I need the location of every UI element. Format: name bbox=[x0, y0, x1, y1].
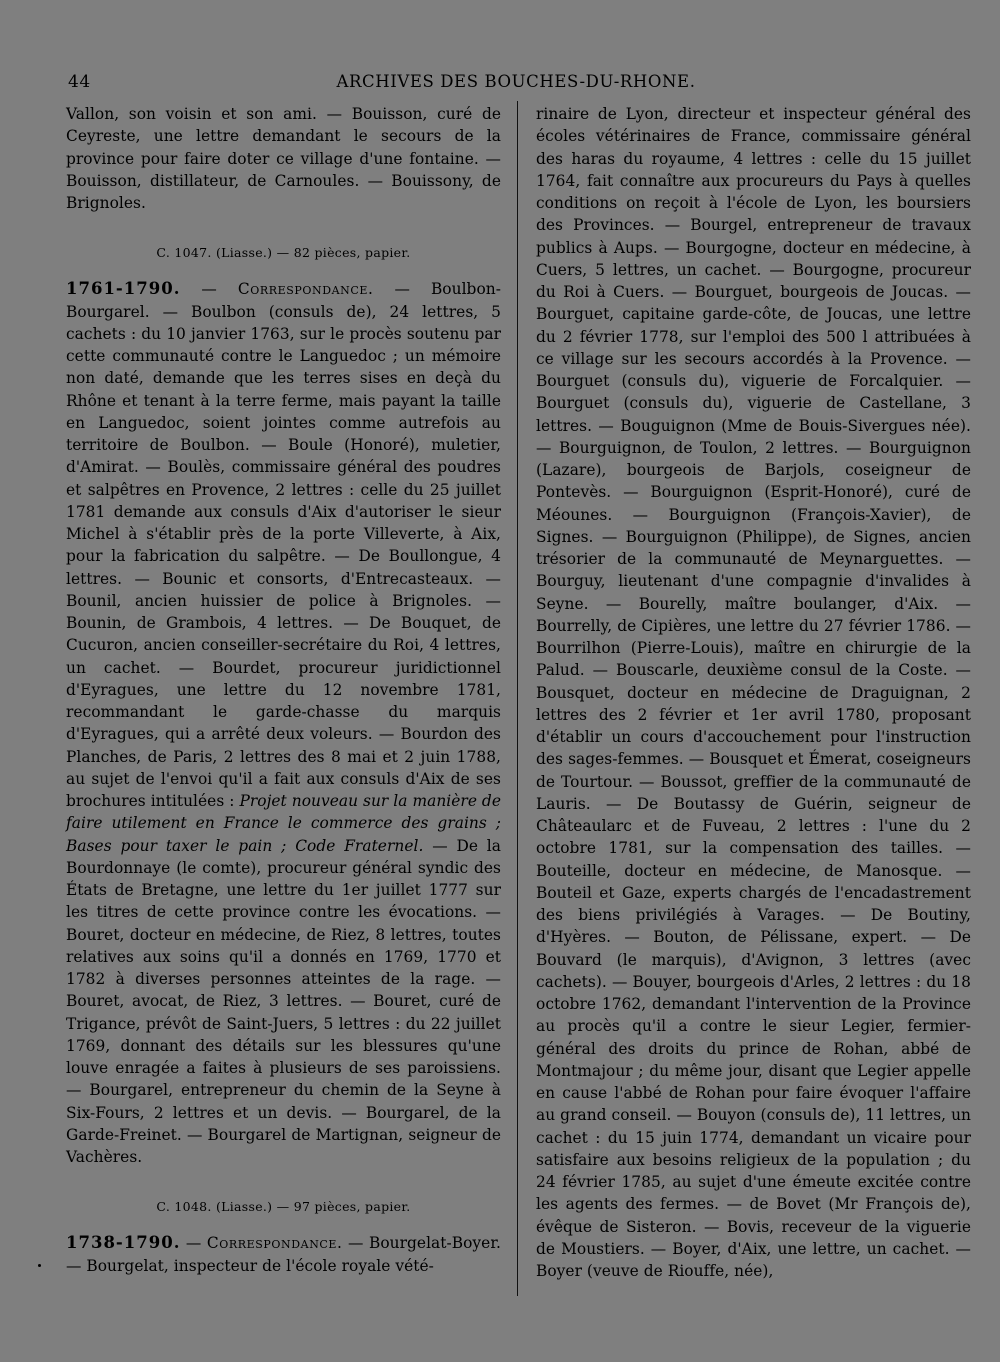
right-paragraph-1: rinaire de Lyon, directeur et inspecteur général des écoles vétérinaires de France, commissaire général des haras du royaume, 4 lettres : celle du 15 juillet 1764, fait connaître aux procureurs du Pays à quelles conditions on reçoit à l'école de Lyon, les boursiers des Provinces. — Bourgel, entrepreneur de travaux publics à Aups. — Bourgogne, docteur en médecine, à Cuers, 5 lettres, un cachet. — Bourgogne, procureur du Roi à Cuers. — Bourguet, bourgeois de Joucas. — Bourguet, capitaine garde-côte, de Joucas, une lettre du 2 février 1778, sur l'emploi des 500 l attribuées à ce village sur les secours accordés à la Provence. — Bourguet (consuls du), viguerie de Forcalquier. — Bourguet (consuls du), viguerie de Castellane, 3 lettres. — Bouguignon (Mme de Bouis-Sivergues née). — Bourguignon, de Toulon, 2 lettres. — Bourguignon (Lazare), bourgeois de Barjols, coseigneur de Pontevès. — Bourguignon (Esprit-Honoré), curé de Méounes. — Bourguignon (François-Xavier), de Signes. — Bourguignon (Philippe), de Signes, ancien trésorier de la communauté de Meynarguettes. — Bourguy, lieutenant d'une compagnie d'invalides à Seyne. — Bourelly, maître boulanger, d'Aix. — Bourrelly, de Cipières, une lettre du 27 février 1786. — Bourrilhon (Pierre-Louis), maître en chirurgie de la Palud. — Bouscarle, deuxième consul de la Coste. — Bousquet, docteur en médecine de Draguignan, 2 lettres des 2 février et 1er avril 1780, proposant d'établir un cours d'accouchement pour l'instruction des sages-femmes. — Bousquet et Émerat, coseigneurs de Tourtour. — Boussot, greffier de la communauté de Lauris. — De Boutassy de Guérin, seigneur de Châteaularc et de Fuveau, 2 lettres : l'une du 2 octobre 1781, sur la compensation des tailles. — Bouteille, docteur en médecine, de Manosque. — Bouteil et Gaze, experts chargés de l'encadastrement des biens privilégiés à Varages. — De Boutiny, d'Hyères. — Bouton, de Pélissane, expert. — De Bouvard (le marquis), d'Avignon, 3 lettres (avec cachets). — Bouyer, bourgeois d'Arles, 2 lettres : du 18 octobre 1762, demandant l'intervention de la Province au procès qu'il a contre le sieur Legier, fermier-général des droits du prince de Rohan, abbé de Montmajour ; du même jour, disant que Legier appelle en cause l'abbé de Rohan pour faire évoquer l'affaire au grand conseil. — Bouyon (consuls de), 11 lettres, un cachet : du 15 juin 1774, demandant un vicaire pour satisfaire aux besoins religieux de la population ; du 24 février 1785, au sujet d'une émeute excitée contre les agents des fermes. — de Bovet (Mr François de), évêque de Sisteron. — Bovis, receveur de la viguerie de Moustiers. — Boyer, d'Aix, une lettre, un cachet. — Boyer (veuve de Riouffe, née), bbox=[536, 105, 971, 1280]
page-number: 44 bbox=[68, 72, 91, 92]
entry-text-continued: — De la Bourdonnaye (le comte), procureur général syndic des États de Bretagne, une lettre du 1er juillet 1777 sur les titres de cette province contre les évocations. — Bouret, docteur en médecine, de Riez, 8 lettres, toutes relatives aux soins qu'il a donnés en 1769, 1770 et 1782 à diverses personnes atteintes de la rage. — Bouret, avocat, de Riez, 3 lettres. — Bouret, curé de Trigance, prévôt de Saint-Juers, 5 lettres : du 22 juillet 1769, donnant des détails sur les blessures qu'une louve enragée a faites à plusieurs de ses paroissiens. — Bourgarel, entrepreneur du chemin de la Seyne à Six-Fours, 2 lettres et un devis. — Bourgarel, de la Garde-Freinet. — Bourgarel de Martignan, seigneur de Vachères. bbox=[66, 836, 502, 1166]
brochure-titles: Projet nouveau sur la manière de faire utilement en France le commerce des grains ; Bases pour taxer le pain ; Code Fraternel. bbox=[66, 792, 501, 855]
entry-c1048: 1738-1790. — Correspondance. — Bourgelat-Boyer. — Bourgelat, inspecteur de l'école royale vété- bbox=[66, 1233, 501, 1275]
entry-date: 1738-1790. bbox=[66, 1233, 181, 1253]
running-title: ARCHIVES DES BOUCHES-DU-RHONE. bbox=[336, 72, 696, 91]
page-header bbox=[62, 72, 970, 94]
stray-mark bbox=[38, 1264, 41, 1267]
left-column bbox=[66, 103, 501, 1277]
left-paragraph-1: Vallon, son voisin et son ami. — Bouisson, curé de Ceyreste, une lettre demandant le secours de la province pour faire doter ce village d'une fontaine. — Bouisson, distillateur, de Carnoules. — Bouissony, de Brignoles. bbox=[66, 105, 501, 212]
entry-text: — Bourgelat-Boyer. — Bourgelat, inspecteur de l'école royale vété- bbox=[66, 1234, 501, 1275]
right-column bbox=[536, 103, 971, 1282]
entry-heading: Correspondance. bbox=[237, 280, 374, 299]
entry-heading: Correspondance. bbox=[206, 1234, 343, 1253]
column-divider bbox=[517, 101, 518, 1296]
archive-reference-c1048: C. 1048. (Liasse.) — 97 pièces, papier. bbox=[156, 1199, 411, 1215]
entry-date: 1761-1790. bbox=[66, 279, 181, 299]
entry-c1047: 1761-1790. — Correspondance. — Boulbon-Bourgarel. — Boulbon (consuls de), 24 lettres, 5 cachets : du 10 janvier 1763, sur le procès soutenu par cette communauté contre le Languedoc ; un mémoire non daté, demande que les terres sises en deçà du Rhône et tenant à la terre ferme, mais payant la taille en Languedoc, soient jointes comme autrefois au territoire de Boulbon. — Boule (Honoré), muletier, d'Amirat. — Boulès, commissaire général des poudres et salpêtres en Provence, 2 lettres : celle du 25 juillet 1781 demande aux consuls d'Aix d'autoriser le sieur Michel à s'établir près de la porte Villeverte, à Aix, pour la fabrication du salpêtre. — De Boullongue, 4 lettres. — Bounic et consorts, d'Entrecasteaux. — Bounil, ancien huissier de police à Brignoles. — Bounin, de Grambois, 4 lettres. — De Bouquet, de Cucuron, ancien conseiller-secrétaire du Roi, 4 lettres, un cachet. — Bourdet, procureur juridictionnel d'Eyragues, une lettre du 12 novembre 1781, recommandant le garde-chasse du marquis d'Eyragues, qui a arrêté deux voleurs. — Bourdon des Planches, de Paris, 2 lettres des 8 mai et 2 juin 1788, au sujet de l'envoi qu'il a fait aux consuls d'Aix de ses brochures intitulées : Projet nouveau sur la manière de faire utilement en France le commerce des grains ; Bases pour taxer le pain ; Code Fraternel. — De la Bourdonnaye (le comte), procureur général syndic des États de Bretagne, une lettre du 1er juillet 1777 sur les titres de cette province contre les évocations. — Bouret, docteur en médecine, de Riez, 8 lettres, toutes relatives aux soins qu'il a donnés en 1769, 1770 et 1782 à diverses personnes atteintes de la rage. — Bouret, avocat, de Riez, 3 lettres. — Bouret, curé de Trigance, prévôt de Saint-Juers, 5 lettres : du 22 juillet 1769, donnant des détails sur les blessures qu'une louve enragée a faites à plusieurs de ses paroissiens. — Bourgarel, entrepreneur du chemin de la Seyne à Six-Fours, 2 lettres et un devis. — Bourgarel, de la Garde-Freinet. — Bourgarel de Martignan, seigneur de Vachères. bbox=[66, 279, 502, 1166]
entry-text: — Boulbon-Bourgarel. — Boulbon (consuls de), 24 lettres, 5 cachets : du 10 janvier 1763, sur le procès soutenu par cette communauté contre le Languedoc ; un mémoire non daté, demande que les terres sises en deçà du Rhône et tenant à la terre ferme, mais payant la taille en Languedoc, soient jointes comme autrefois au territoire de Boulbon. — Boule (Honoré), muletier, d'Amirat. — Boulès, commissaire général des poudres et salpêtres en Provence, 2 lettres : celle du 25 juillet 1781 demande aux consuls d'Aix d'autoriser le sieur Michel à s'établir près de la porte Villeverte, à Aix, pour la fabrication du salpêtre. — De Boullongue, 4 lettres. — Bounic et consorts, d'Entrecasteaux. — Bounil, ancien huissier de police à Brignoles. — Bounin, de Grambois, 4 lettres. — De Bouquet, de Cucuron, ancien conseiller-secrétaire du Roi, 4 lettres, un cachet. — Bourdet, procureur juridictionnel d'Eyragues, une lettre du 12 novembre 1781, recommandant le garde-chasse du marquis d'Eyragues, qui a arrêté deux voleurs. — Bourdon des Planches, de Paris, 2 lettres des 8 mai et 2 juin 1788, au sujet de l'envoi qu'il a fait aux consuls d'Aix de ses brochures intitulées : bbox=[66, 280, 501, 810]
archive-reference-c1047: C. 1047. (Liasse.) — 82 pièces, papier. bbox=[156, 245, 411, 261]
